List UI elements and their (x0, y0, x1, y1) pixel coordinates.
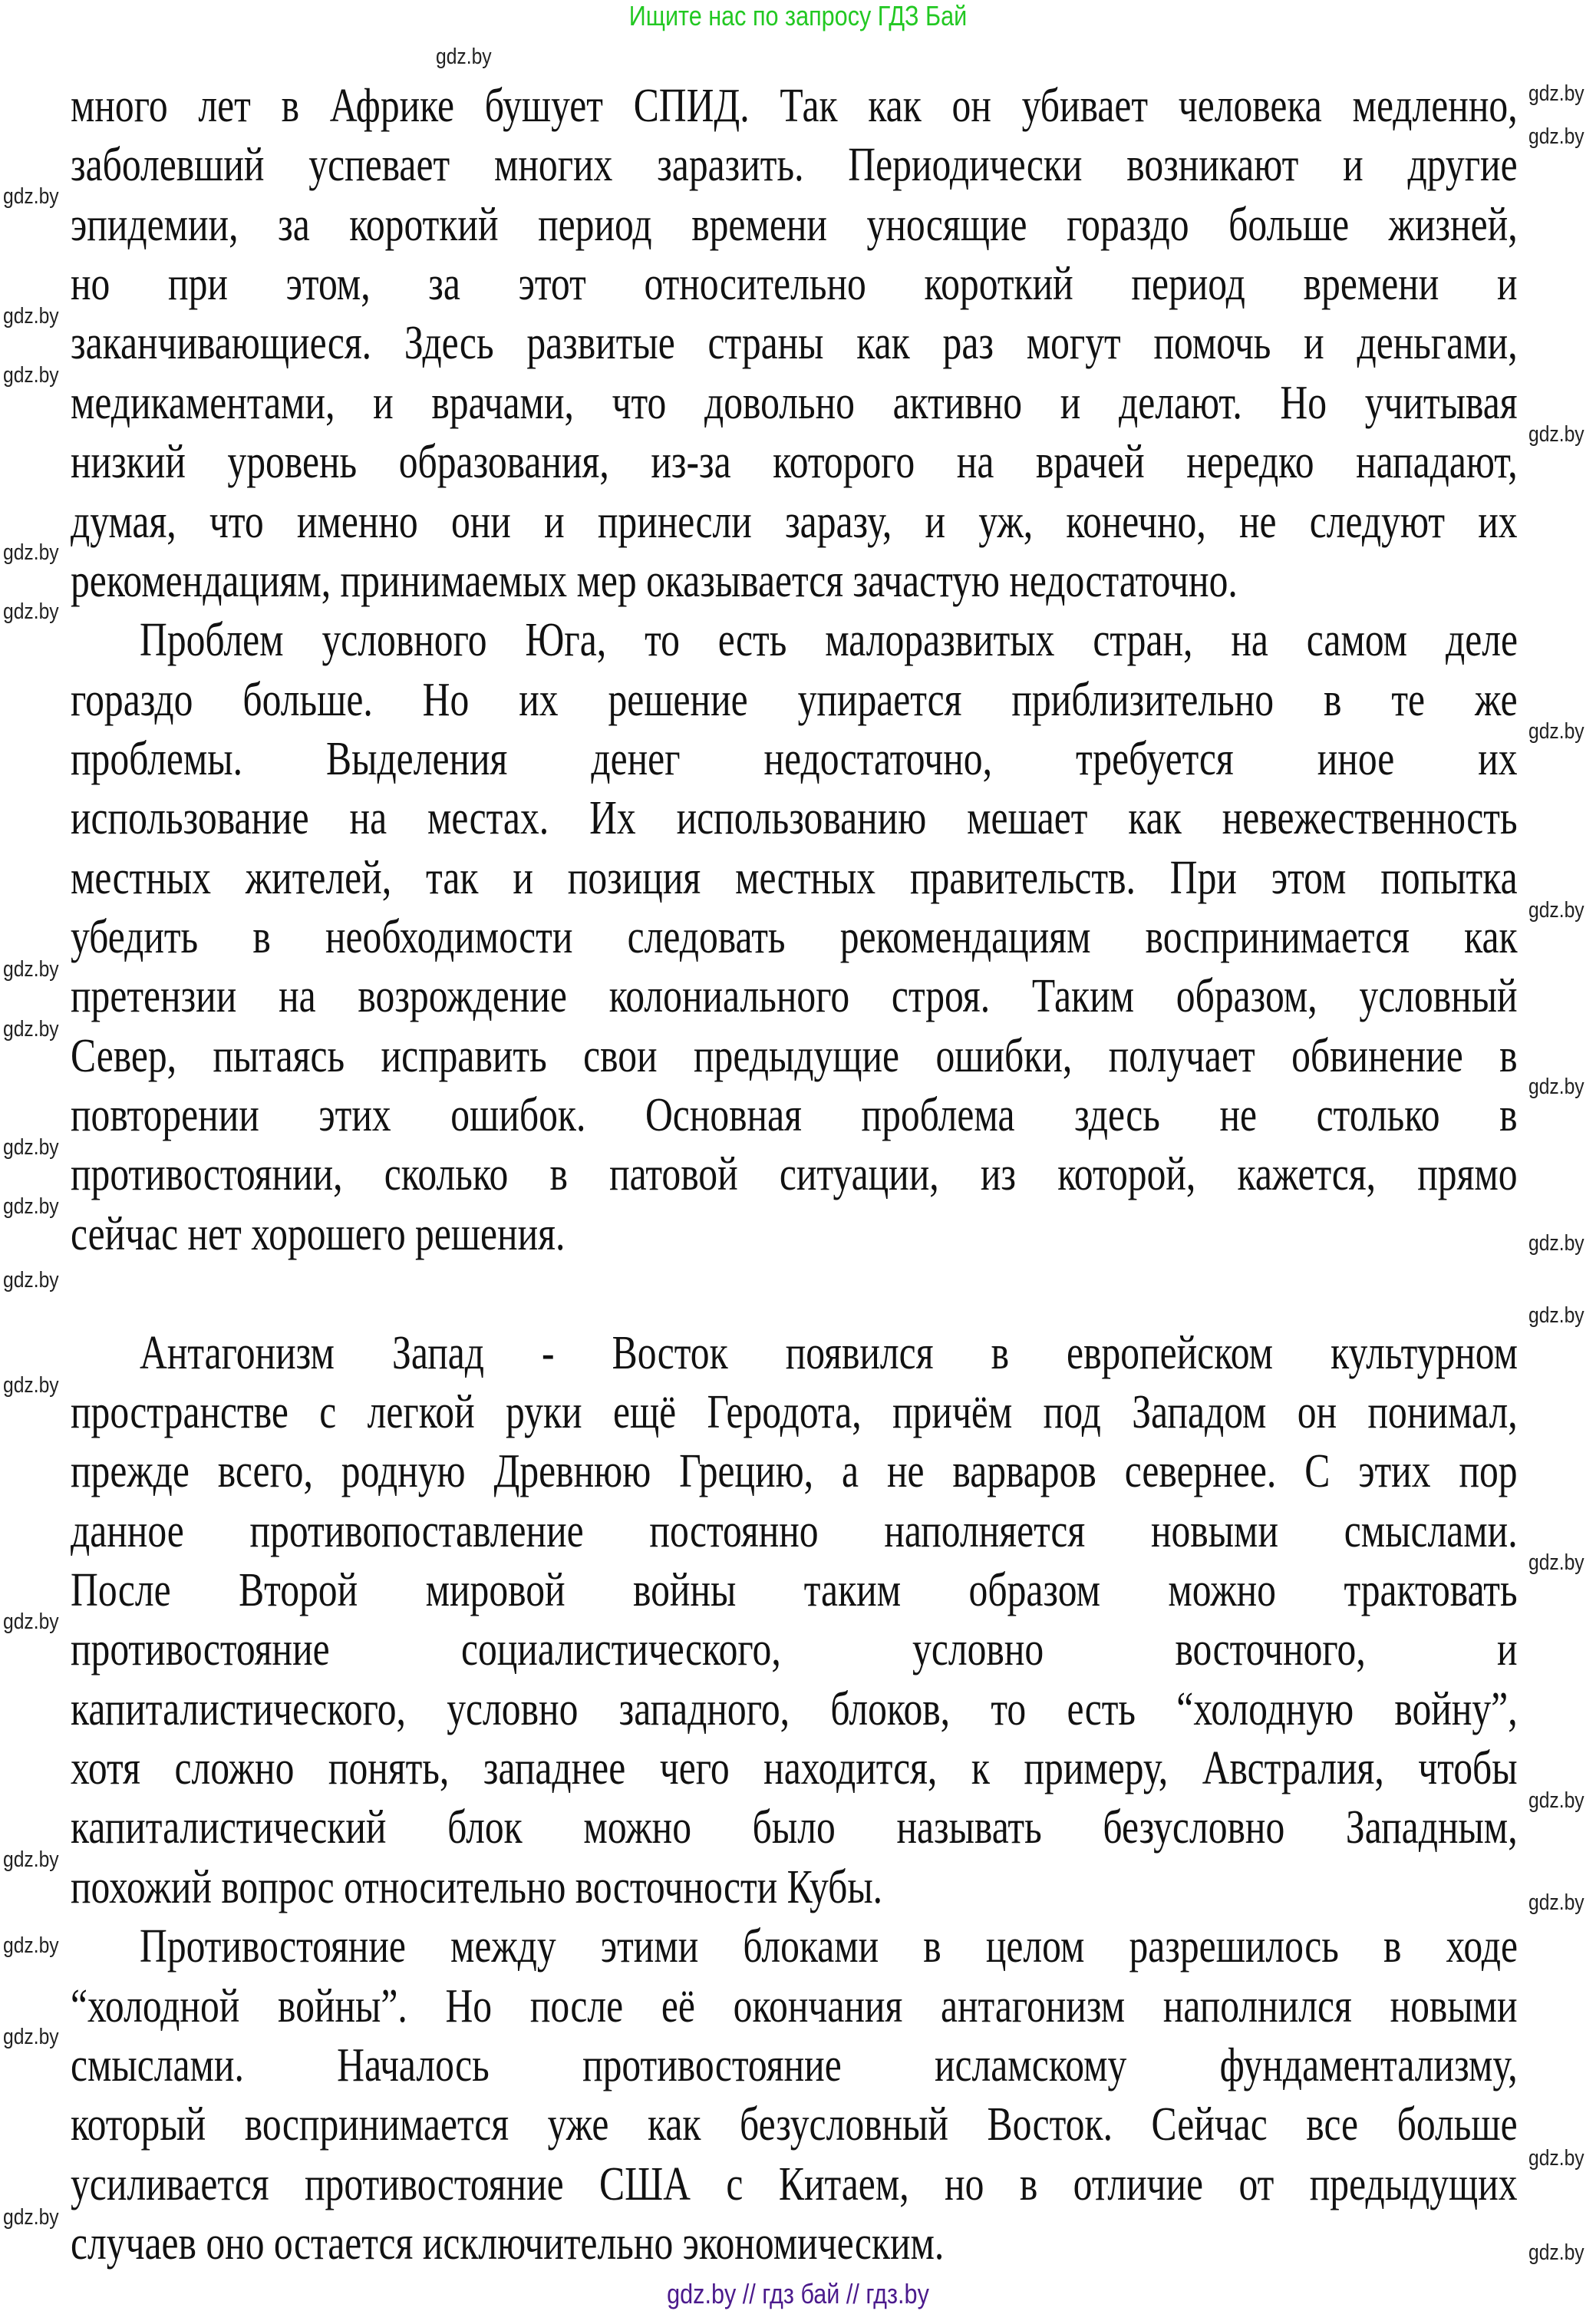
text-line: рекомендациям, принимаемых мер оказывается зачастую недостаточно. (71, 554, 1238, 607)
text-line: заканчивающиеся. Здесь развитые страны как раз могут помочь и деньгами, (71, 317, 1518, 370)
text-line: пространстве с легкой руки ещё Геродота, причём под Западом он понимал, (71, 1385, 1518, 1438)
watermark: gdz.by (3, 2025, 59, 2049)
watermark: gdz.by (1528, 124, 1584, 149)
watermark: gdz.by (3, 957, 59, 982)
text-line: но при этом, за этот относительно короткий период времени и (71, 258, 1518, 311)
text-line: После Второй мировой войны таким образом можно трактовать (71, 1564, 1518, 1616)
watermark: gdz.by (1528, 1303, 1584, 1328)
text-line: проблемы. Выделения денег недостаточно, требуется иное их (71, 732, 1518, 785)
watermark: gdz.by (3, 540, 59, 565)
text-line: гораздо больше. Но их решение упирается приблизительно в те же (71, 673, 1518, 726)
text-line: Проблем условного Юга, то есть малоразвитых стран, на самом деле (140, 614, 1518, 667)
watermark: gdz.by (1528, 898, 1584, 923)
text-line: хотя сложно понять, западнее чего находится, к примеру, Австралия, чтобы (71, 1742, 1518, 1795)
text-line: Противостояние между этими блоками в целом разрешилось в ходе (140, 1920, 1518, 1973)
text-line: прежде всего, родную Древнюю Грецию, а не варваров севернее. С этих пор (71, 1445, 1518, 1498)
watermark: gdz.by (3, 1268, 59, 1293)
text-line: сейчас нет хорошего решения. (71, 1207, 566, 1260)
watermark: gdz.by (1528, 1550, 1584, 1575)
watermark: gdz.by (3, 599, 59, 624)
watermark: gdz.by (1528, 81, 1584, 106)
watermark: gdz.by (1528, 719, 1584, 744)
watermark: gdz.by (1528, 1890, 1584, 1915)
text-line: эпидемии, за короткий период времени уносящие гораздо больше жизней, (71, 198, 1518, 251)
watermark: gdz.by (1528, 2240, 1584, 2265)
text-line: заболевший успевает многих заразить. Периодически возникают и другие (71, 139, 1518, 192)
watermark: gdz.by (3, 363, 59, 388)
watermark: gdz.by (1528, 1788, 1584, 1813)
text-line: использование на местах. Их использованию мешает как невежественность (71, 792, 1518, 845)
text-line: повторении этих ошибок. Основная проблема здесь не столько в (71, 1089, 1518, 1142)
watermark: gdz.by (3, 1135, 59, 1160)
text-line: капиталистического, условно западного, блоков, то есть “холодную войну”, (71, 1682, 1518, 1735)
search-banner: Ищите нас по запросу ГДЗ Бай (628, 0, 968, 31)
watermark: gdz.by (3, 1017, 59, 1042)
text-line: похожий вопрос относительно восточности Кубы. (71, 1860, 883, 1913)
text-line: противостоянии, сколько в патовой ситуации, из которой, кажется, прямо (71, 1148, 1518, 1201)
text-line: низкий уровень образования, из-за которого на врачей нередко нападают, (71, 436, 1518, 489)
watermark: gdz.by (436, 45, 492, 69)
watermark: gdz.by (3, 1933, 59, 1958)
text-line: данное противопоставление постоянно наполняется новыми смыслами. (71, 1504, 1518, 1557)
text-line: случаев оно остается исключительно экономическим. (71, 2217, 945, 2270)
text-line: “холодной войны”. Но после её окончания антагонизм наполнился новыми (71, 1979, 1518, 2032)
watermark: gdz.by (3, 1609, 59, 1634)
text-line: медикаментами, и врачами, что довольно активно и делают. Но учитывая (71, 376, 1518, 429)
text-line: Антагонизм Запад - Восток появился в европейском культурном (140, 1326, 1518, 1379)
text-line: усиливается противостояние США с Китаем, но в отличие от предыдущих (71, 2157, 1518, 2210)
text-line: много лет в Африке бушует СПИД. Так как он убивает человека медленно, (71, 80, 1518, 132)
footer-links: gdz.by // гдз бай // гдз.by (667, 2278, 929, 2309)
watermark: gdz.by (3, 1194, 59, 1219)
watermark: gdz.by (1528, 1231, 1584, 1256)
watermark: gdz.by (1528, 422, 1584, 447)
watermark: gdz.by (3, 184, 59, 209)
text-line: местных жителей, так и позиция местных правительств. При этом попытка (71, 851, 1518, 904)
watermark: gdz.by (3, 1847, 59, 1872)
watermark: gdz.by (3, 304, 59, 328)
text-line: смыслами. Началось противостояние исламскому фундаментализму, (71, 2039, 1518, 2091)
watermark: gdz.by (3, 1373, 59, 1398)
text-line: думая, что именно они и принесли заразу, и уж, конечно, не следуют их (71, 495, 1518, 548)
watermark: gdz.by (1528, 1075, 1584, 1099)
text-line: убедить в необходимости следовать рекомендациям воспринимается как (71, 911, 1518, 964)
text-line: капиталистический блок можно было называть безусловно Западным, (71, 1801, 1518, 1854)
watermark: gdz.by (1528, 2146, 1584, 2171)
text-line: Север, пытаясь исправить свои предыдущие ошибки, получает обвинение в (71, 1029, 1518, 1082)
watermark: gdz.by (3, 2205, 59, 2230)
text-line: который воспринимается уже как безусловный Восток. Сейчас все больше (71, 2098, 1518, 2151)
text-line: претензии на возрождение колониального строя. Таким образом, условный (71, 970, 1518, 1023)
text-line: противостояние социалистического, условно восточного, и (71, 1623, 1518, 1676)
